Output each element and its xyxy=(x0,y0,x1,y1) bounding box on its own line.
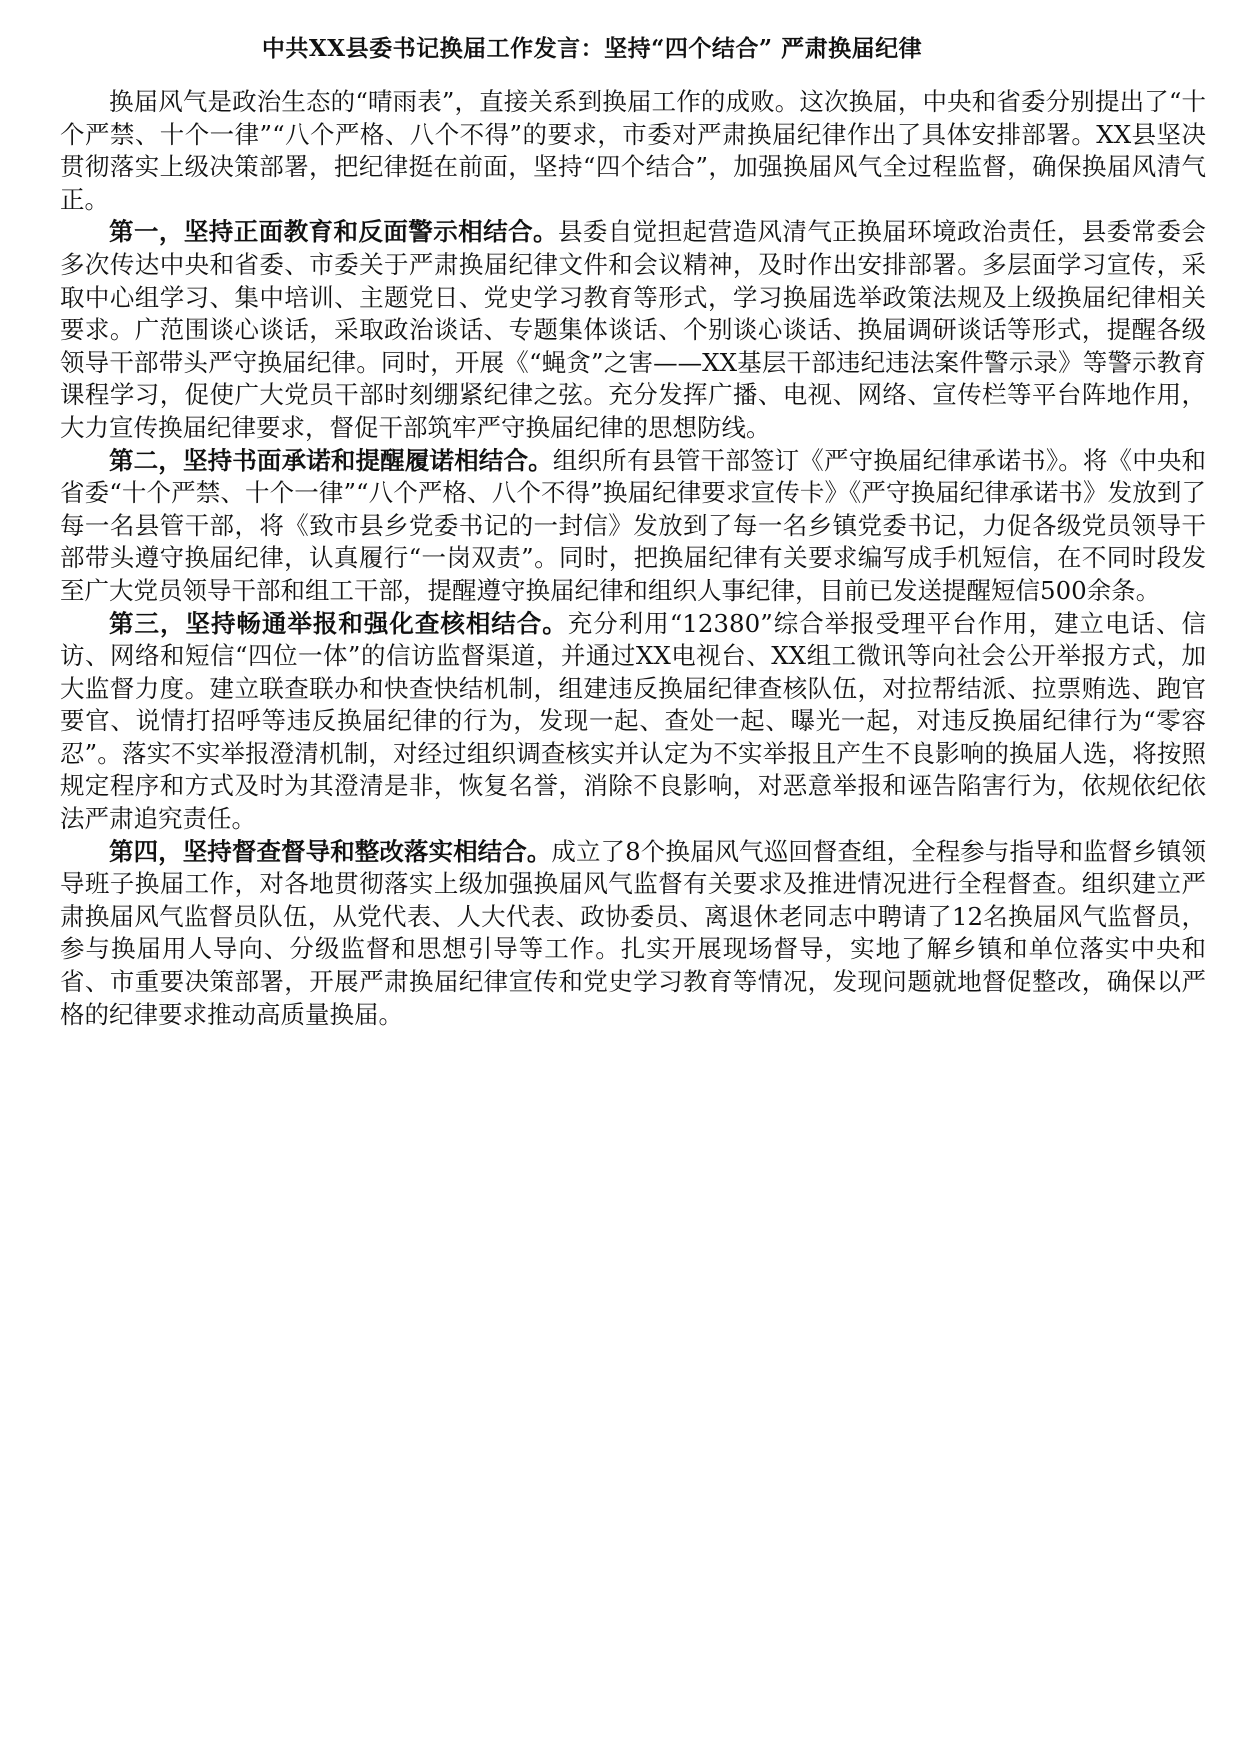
paragraph-first xyxy=(60,216,1206,444)
paragraph-text: 充分利用“12380”综合举报受理平台作用，建立电话、信访、网络和短信“四位一体”的信访监督渠道，并通过XX电视台、XX组工微讯等向社会公开举报方式，加大监督力度。建立联查联办和快查快结机制，组建违反换届纪律查核队伍，对拉帮结派、拉票贿选、跑官要官、说情打招呼等违反换届纪律的行为，发现一起、查处一起、曝光一起，对违反换届纪律行为“零容忍”。落实不实举报澄清机制，对经过组织调查核实并认定为不实举报且产生不良影响的换届人选，将按照规定程序和方式及时为其澄清是非，恢复名誉，消除不良影响，对恶意举报和诬告陷害行为，依规依纪依法严肃追究责任。 xyxy=(60,608,1206,834)
paragraph-text: 县委自觉担起营造风清气正换届环境政治责任，县委常委会多次传达中央和省委、市委关于严肃换届纪律文件和会议精神，及时作出安排部署。多层面学习宣传，采取中心组学习、集中培训、主题党日、党史学习教育等形式，学习换届选举政策法规及上级换届纪律相关要求。广范围谈心谈话，采取政治谈话、专题集体谈话、个别谈心谈话、换届调研谈话等形式，提醒各级领导干部带头严守换届纪律。同时，开展《“蝇贪”之害——XX基层干部违纪违法案件警示录》等警示教育课程学习，促使广大党员干部时刻绷紧纪律之弦。充分发挥广播、电视、网络、宣传栏等平台阵地作用，大力宣传换届纪律要求，督促干部筑牢严守换届纪律的思想防线。 xyxy=(60,217,1206,442)
paragraph-lead: 第三，坚持畅通举报和强化查核相结合。 xyxy=(109,608,568,638)
paragraph-lead: 第一，坚持正面教育和反面警示相结合。 xyxy=(109,217,558,247)
paragraph-text: 换届风气是政治生态的“晴雨表”，直接关系到换届工作的成败。这次换届，中央和省委分别提出了“十个严禁、十个一律”“八个严格、八个不得”的要求，市委对严肃换届纪律作出了具体安排部署。XX县坚决贯彻落实上级决策部署，把纪律挺在前面，坚持“四个结合”，加强换届风气全过程监督，确保换届风清气正。 xyxy=(60,87,1206,214)
document-title: 中共XX县委书记换届工作发言：坚持“四个结合” 严肃换届纪律 xyxy=(261,35,923,62)
paragraph-fourth xyxy=(60,836,1206,1032)
paragraph-third xyxy=(60,608,1206,836)
document-body xyxy=(60,86,1206,1031)
paragraph-lead: 第四，坚持督查督导和整改落实相结合。 xyxy=(109,836,552,866)
paragraph-text: 组织所有县管干部签订《严守换届纪律承诺书》。将《中央和省委“十个严禁、十个一律”“八个严格、八个不得”换届纪律要求宣传卡》《严守换届纪律承诺书》发放到了每一名县管干部，将《致市县乡党委书记的一封信》发放到了每一名乡镇党委书记，力促各级党员领导干部带头遵守换届纪律，认真履行“一岗双责”。同时，把换届纪律有关要求编写成手机短信，在不同时段发至广大党员领导干部和组工干部，提醒遵守换届纪律和组织人事纪律，目前已发送提醒短信500余条。 xyxy=(60,445,1207,605)
paragraph-text: 成立了8个换届风气巡回督查组，全程参与指导和监督乡镇领导班子换届工作，对各地贯彻落实上级加强换届风气监督有关要求及推进情况进行全程督查。组织建立严肃换届风气监督员队伍，从党代表、人大代表、政协委员、离退休老同志中聘请了12名换届风气监督员，参与换届用人导向、分级监督和思想引导等工作。扎实开展现场督导，实地了解乡镇和单位落实中央和省、市重要决策部署，开展严肃换届纪律宣传和党史学习教育等情况，发现问题就地督促整改，确保以严格的纪律要求推动高质量换届。 xyxy=(60,836,1207,1029)
intro-paragraph xyxy=(60,86,1206,216)
paragraph-lead: 第二，坚持书面承诺和提醒履诺相结合。 xyxy=(109,445,553,475)
paragraph-second xyxy=(60,445,1206,608)
